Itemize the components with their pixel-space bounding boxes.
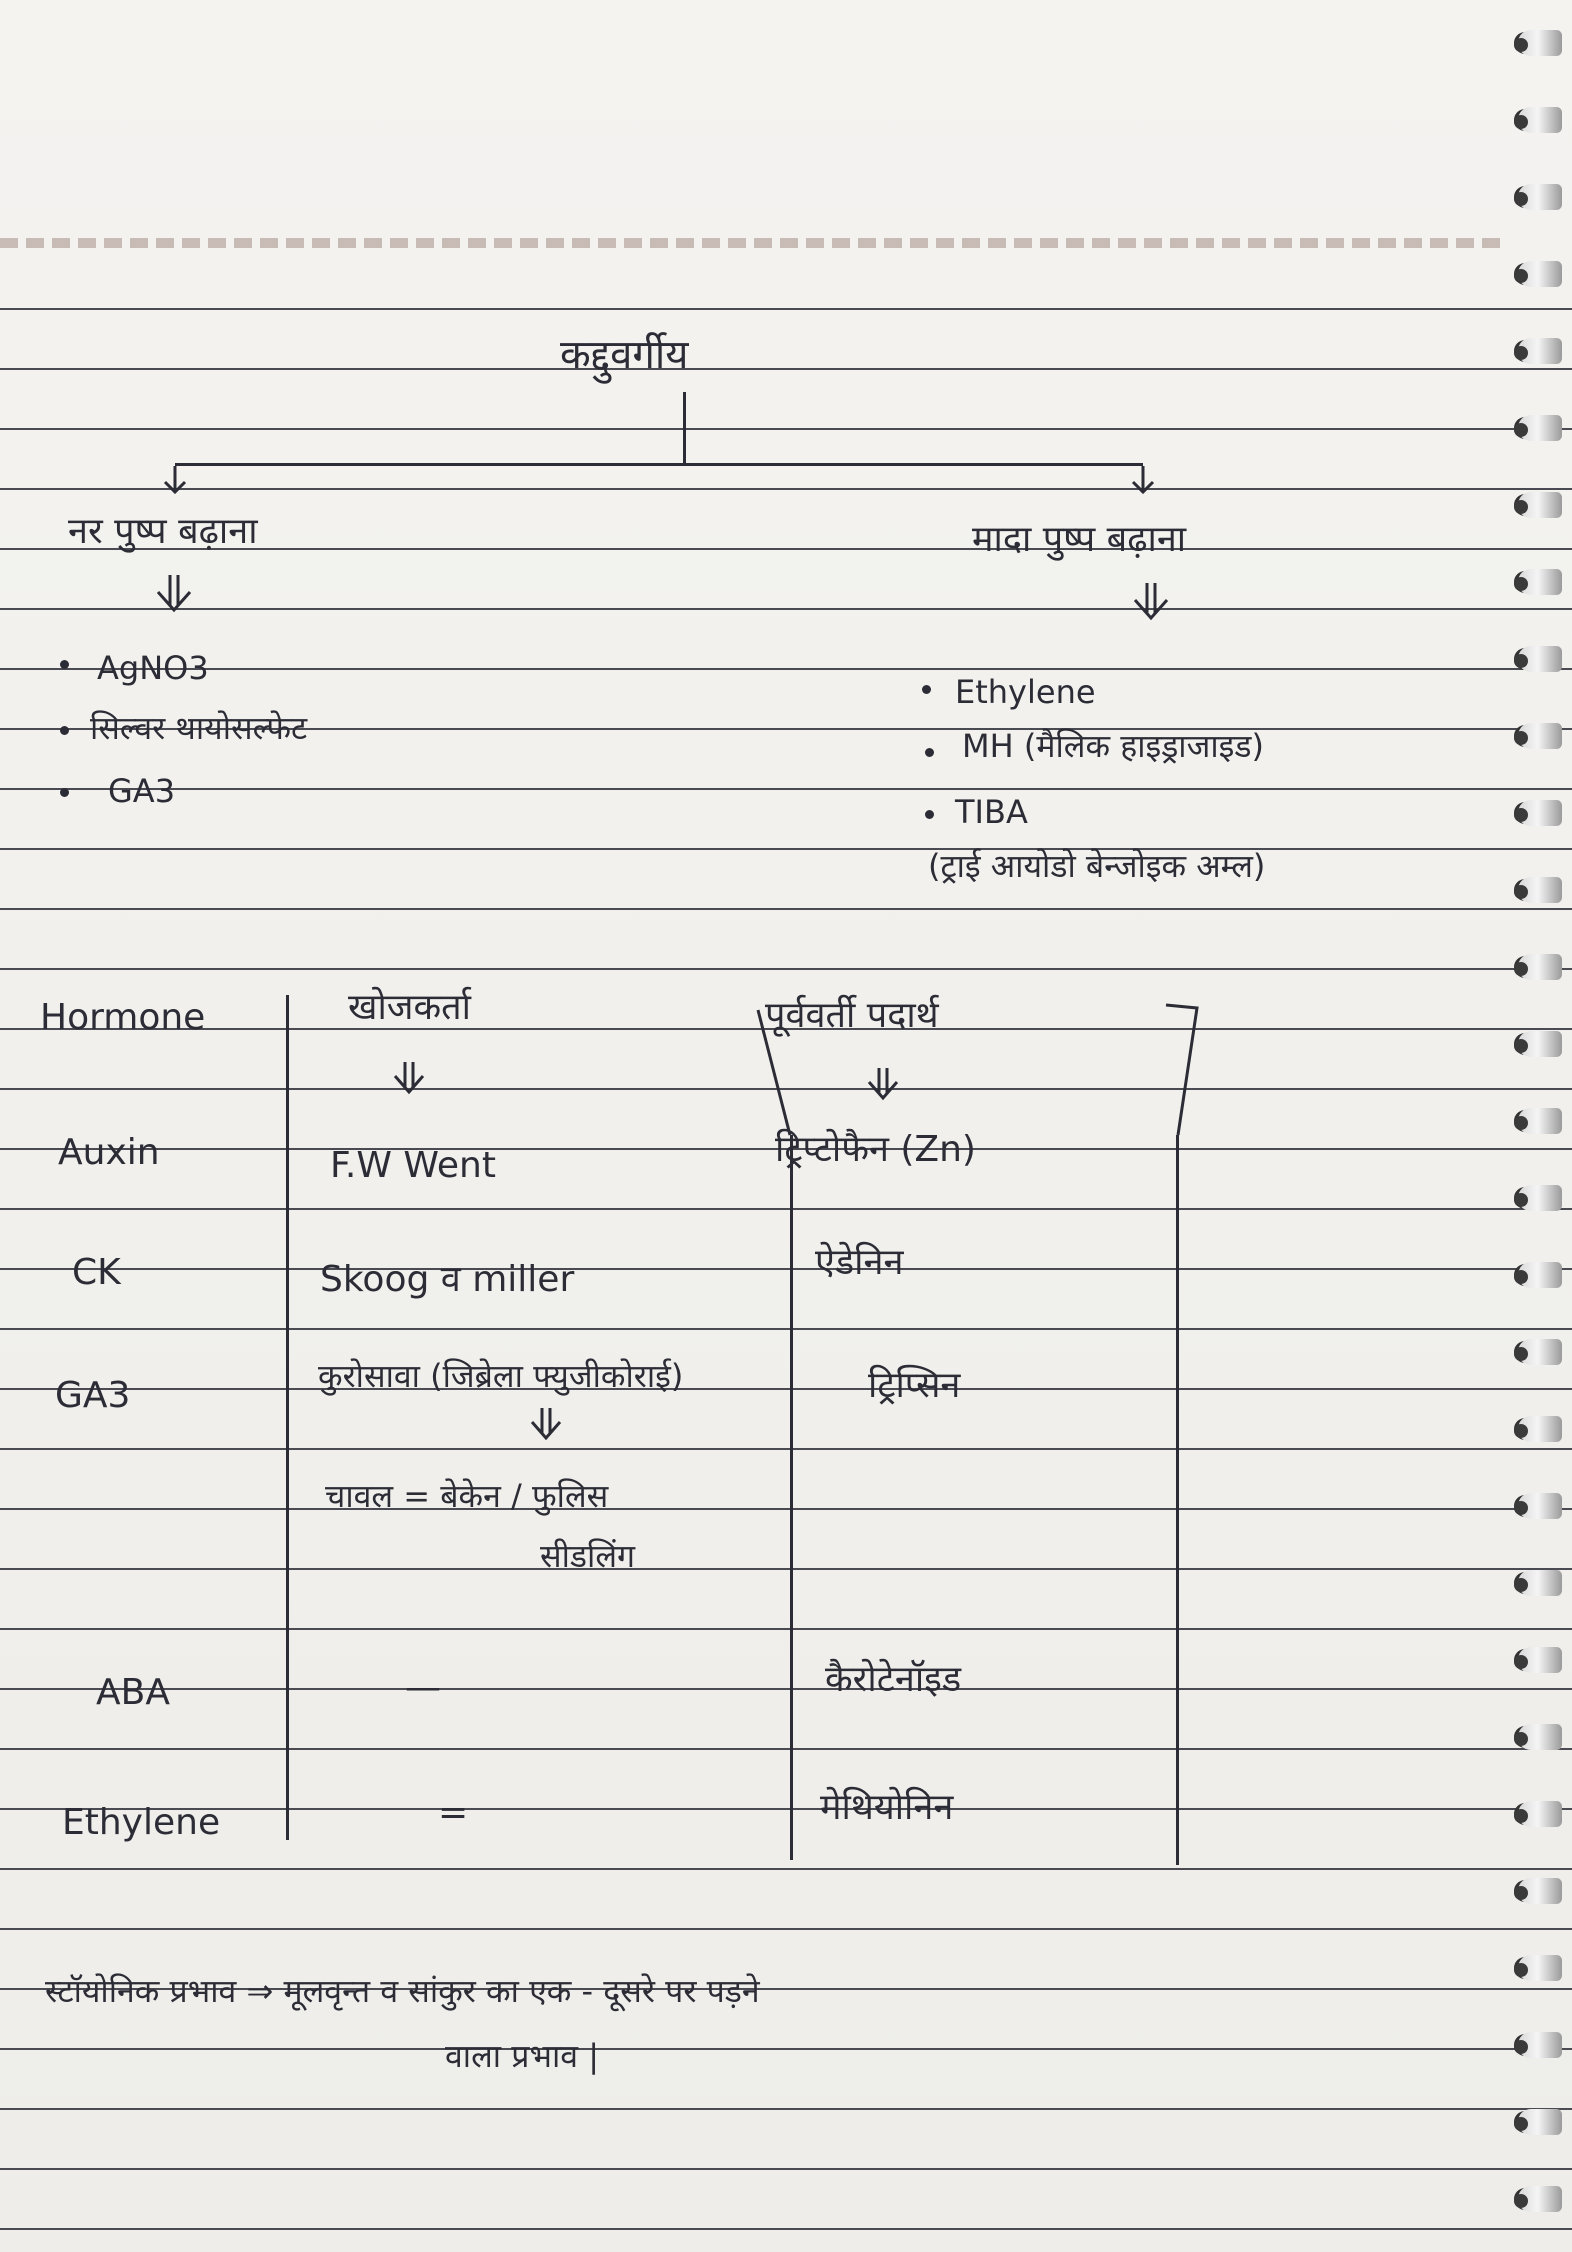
row-ck-precursor: ऐडेनिन <box>815 1242 904 1283</box>
bullet <box>60 726 69 735</box>
header-precursor: पूर्ववर्ती पदार्थ <box>765 995 939 1036</box>
punch-hole <box>1514 1886 1528 1900</box>
punch-hole <box>1514 269 1528 283</box>
left-item-agno3: AgNO3 <box>97 649 209 687</box>
punch-hole <box>1514 1963 1528 1977</box>
note-line-2: वाला प्रभाव | <box>445 2037 599 2075</box>
table-column-divider-1 <box>286 995 289 1840</box>
punch-hole <box>1514 885 1528 899</box>
right-branch-arrow-icon <box>1133 466 1153 492</box>
note-line-1: स्टॉयोनिक प्रभाव ⇒ मूलवृन्त व सांकुर का एक - दूसरे पर पड़ने <box>45 1972 760 2010</box>
row-ck-discoverer: Skoog व miller <box>320 1259 575 1300</box>
punch-hole <box>1514 654 1528 668</box>
punch-hole <box>1514 38 1528 52</box>
precursor-double-arrow-icon <box>869 1068 897 1098</box>
row-auxin-hormone: Auxin <box>58 1132 160 1173</box>
punch-hole <box>1514 1039 1528 1053</box>
punch-hole <box>1514 1732 1528 1746</box>
row-ethylene-hormone: Ethylene <box>62 1802 221 1843</box>
row-ethylene-discoverer: = <box>438 1792 469 1833</box>
punch-hole <box>1514 2040 1528 2054</box>
right-double-arrow-icon <box>1135 583 1167 618</box>
tree-root: कद्दुवर्गीय <box>560 332 689 378</box>
table-column-divider-2 <box>790 1135 793 1860</box>
row-auxin-discoverer: F.W Went <box>330 1145 496 1186</box>
left-branch-arrow-icon <box>165 466 185 492</box>
punch-hole <box>1514 1578 1528 1592</box>
punch-hole <box>1514 1424 1528 1438</box>
bullet <box>60 788 69 797</box>
left-branch-heading: नर पुष्प बढ़ाना <box>68 511 258 552</box>
punch-hole <box>1514 2194 1528 2208</box>
table-column-divider-3 <box>1176 1135 1179 1865</box>
punch-hole <box>1514 1347 1528 1361</box>
punch-hole <box>1514 423 1528 437</box>
row-ga3-hormone: GA3 <box>55 1375 131 1416</box>
row-ck-hormone: CK <box>72 1252 121 1293</box>
punch-hole <box>1514 1270 1528 1284</box>
punch-hole <box>1514 808 1528 822</box>
row-ethylene-precursor: मेथियोनिन <box>820 1787 954 1828</box>
left-double-arrow-icon <box>158 575 190 610</box>
punch-hole <box>1514 1193 1528 1207</box>
punch-hole <box>1514 2117 1528 2131</box>
punch-hole <box>1514 731 1528 745</box>
header-discoverer: खोजकर्ता <box>348 987 471 1028</box>
row-aba-hormone: ABA <box>96 1672 170 1713</box>
row-aba-discoverer: — <box>405 1667 441 1708</box>
punch-hole <box>1514 1809 1528 1823</box>
punch-hole <box>1514 1116 1528 1130</box>
row-ga3-precursor: ट्रिप्सिन <box>868 1365 961 1406</box>
punch-hole <box>1514 346 1528 360</box>
discoverer-double-arrow-icon <box>395 1062 423 1092</box>
left-item-ga3: GA3 <box>108 772 176 810</box>
punch-hole <box>1514 962 1528 976</box>
right-item-tiba-fullform: (ट्राई आयोडो बेन्जोइक अम्ल) <box>928 847 1266 885</box>
right-branch-heading: मादा पुष्प बढ़ाना <box>972 519 1187 560</box>
spiral-binding <box>1502 0 1572 2252</box>
left-item-silver-thiosulphate: सिल्वर थायोसल्फेट <box>90 709 308 747</box>
punch-hole <box>1514 500 1528 514</box>
row-ga3-discoverer: कुरोसावा (जिब्रेला फ्युजीकोराई) <box>318 1357 684 1395</box>
punch-hole <box>1514 192 1528 206</box>
bullet <box>925 748 934 757</box>
bullet <box>925 810 934 819</box>
header-hormone: Hormone <box>40 997 206 1038</box>
right-item-tiba: TIBA <box>955 793 1028 831</box>
punch-hole <box>1514 577 1528 591</box>
table-header-bracket <box>1166 1005 1197 1135</box>
right-item-ethylene: Ethylene <box>955 673 1096 711</box>
row-auxin-precursor: ट्रिप्टोफैन (Zn) <box>775 1129 976 1170</box>
right-item-mh: MH (मैलिक हाइड्राजाइड) <box>962 727 1264 765</box>
bullet <box>60 660 69 669</box>
ga3-double-arrow-icon <box>532 1408 560 1438</box>
row-ga3-note-2: सीडलिंग <box>540 1537 636 1575</box>
punch-hole <box>1514 115 1528 129</box>
row-ga3-note-1: चावल = बेकेन / फुलिस <box>325 1477 609 1515</box>
punch-hole <box>1514 1655 1528 1669</box>
punch-hole <box>1514 1501 1528 1515</box>
row-aba-precursor: कैरोटेनॉइड <box>825 1659 962 1700</box>
bullet <box>922 685 931 694</box>
